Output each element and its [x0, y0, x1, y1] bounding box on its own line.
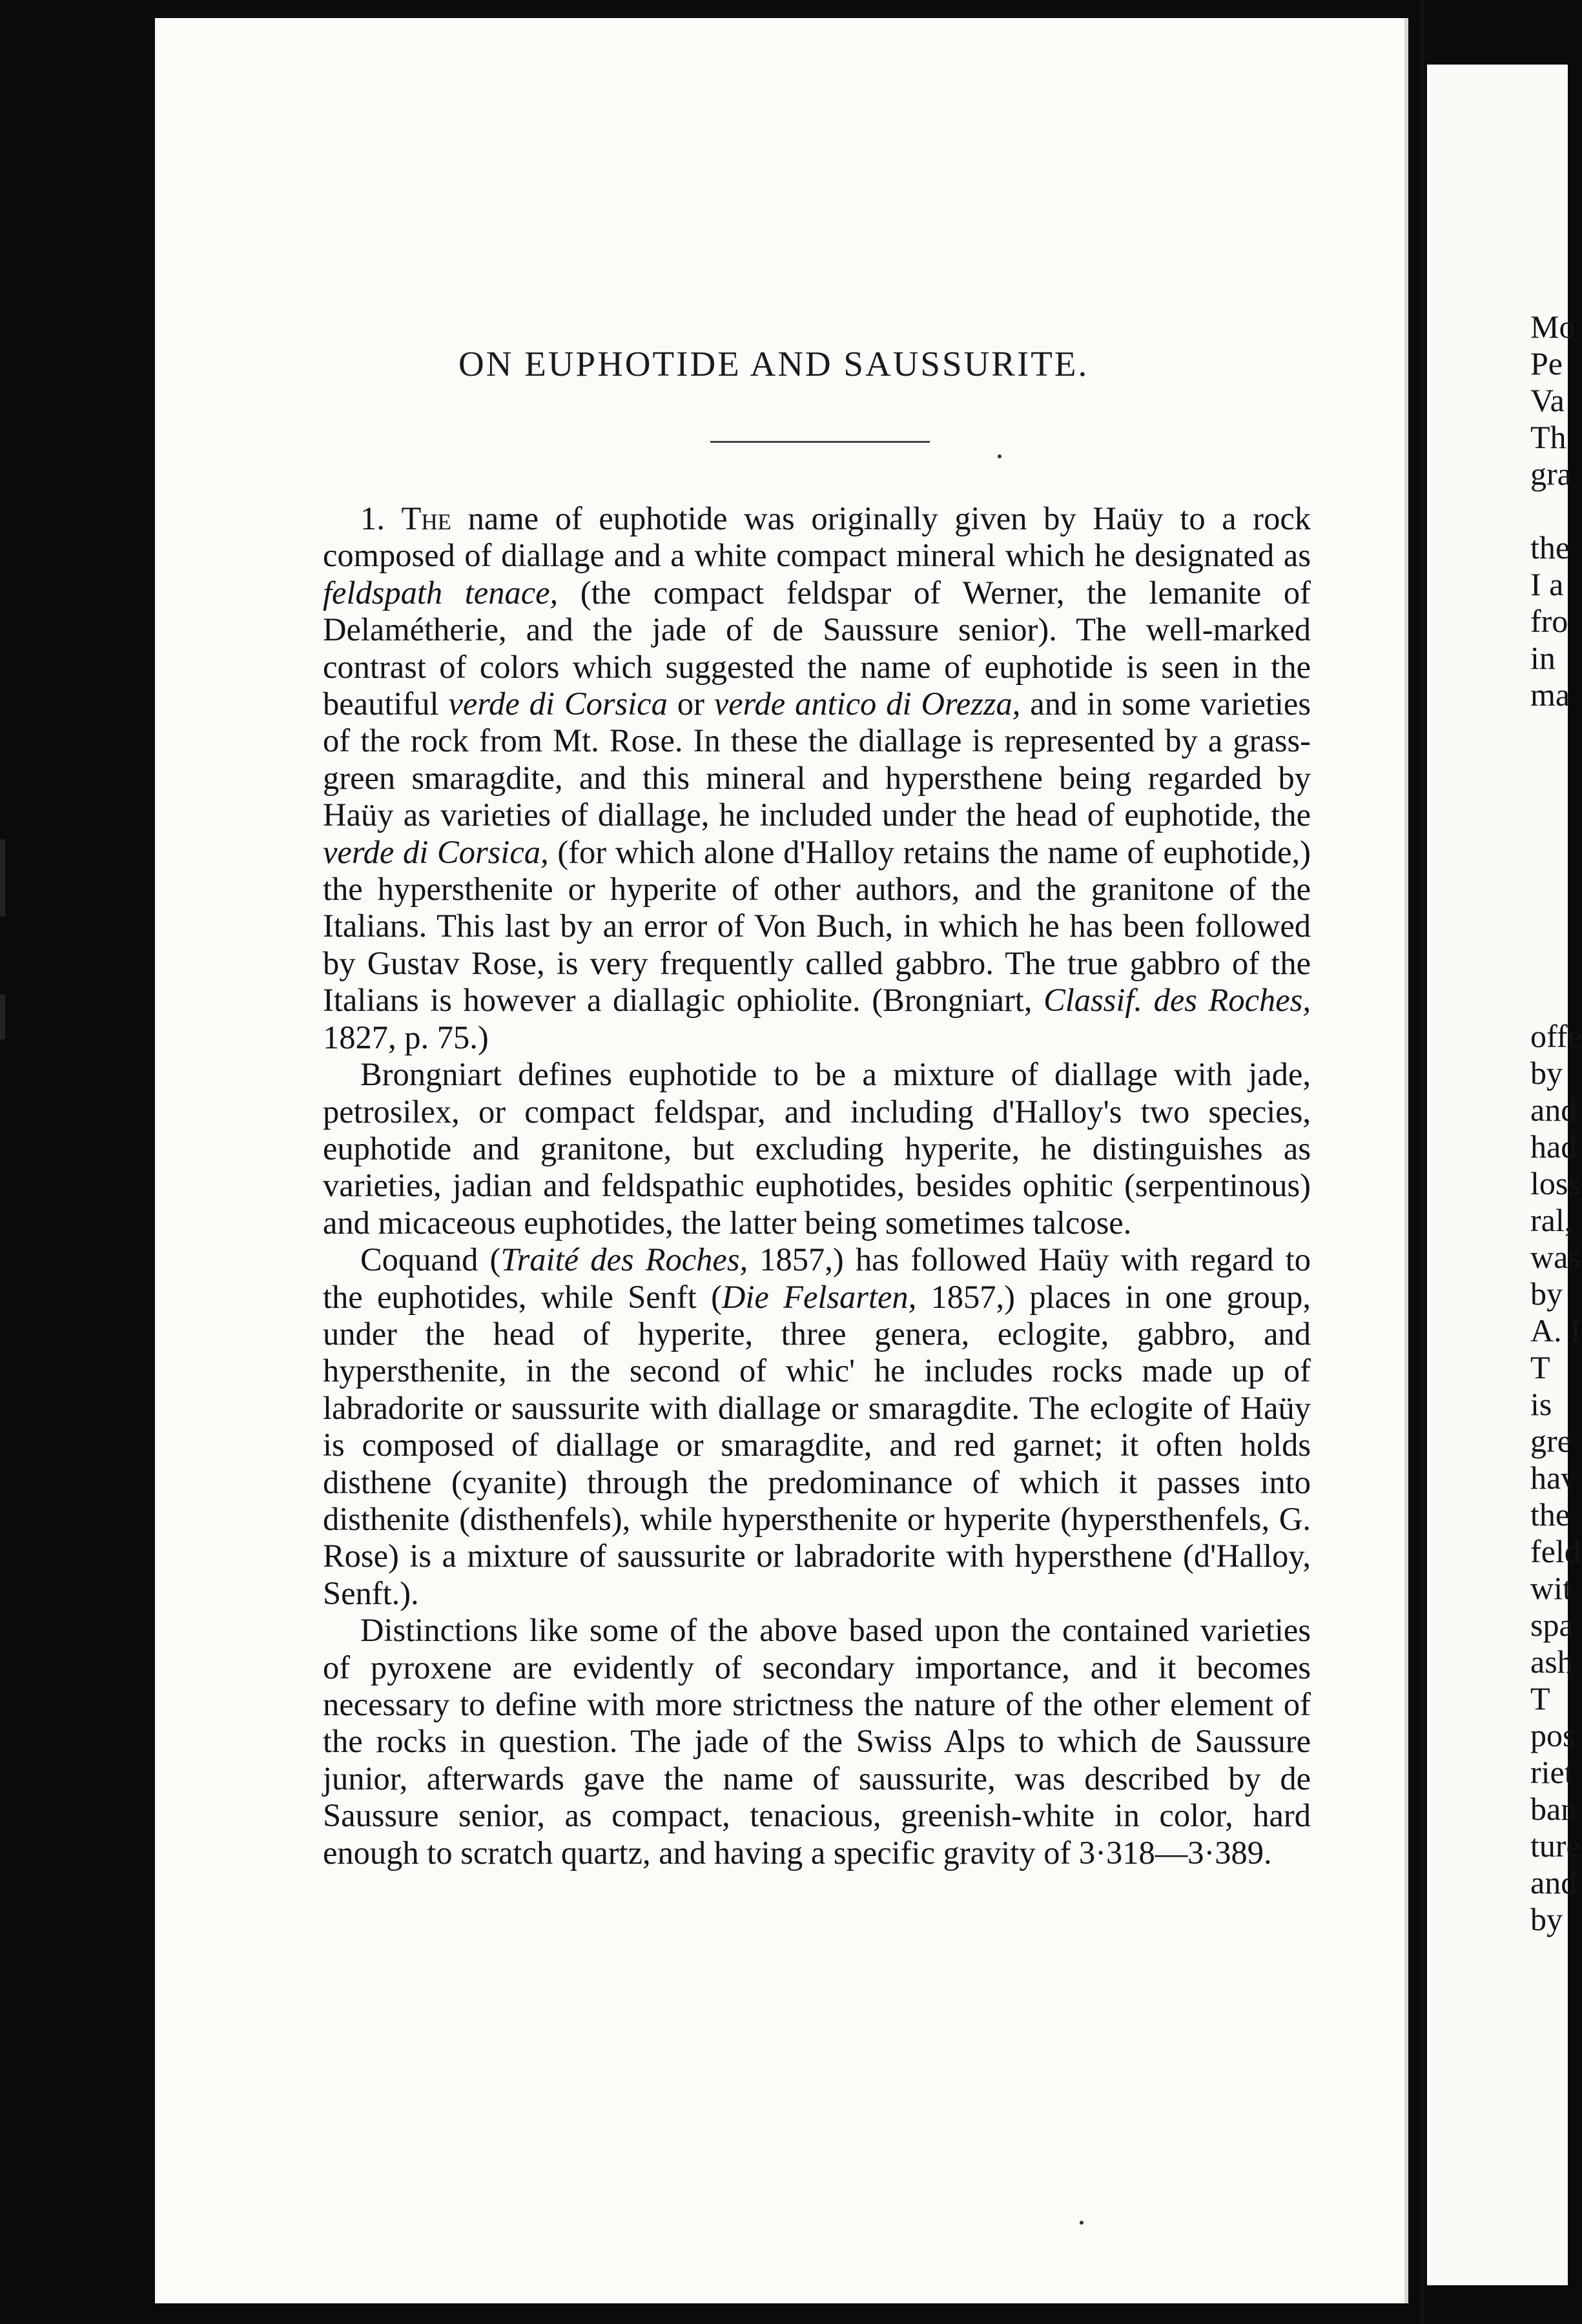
right-page-line: and — [1530, 1092, 1577, 1128]
paragraph-text: 1827, p. 75.) — [323, 1019, 489, 1055]
right-page-line: ash — [1530, 1644, 1574, 1680]
right-page-line: by — [1530, 1055, 1563, 1091]
paragraph-text: The — [401, 500, 452, 536]
right-page-line: ban — [1530, 1791, 1577, 1827]
paragraph — [323, 1612, 1311, 1871]
right-page-line: Pe — [1530, 345, 1563, 382]
paragraph-text: Traité des Roches, — [500, 1241, 748, 1278]
paragraph-text: name of euphotide was originally given by Haüy to a rock composed of diallage and a white compact mineral which he designated as — [323, 500, 1311, 574]
paragraph-text: and in some varieties of the rock from Mt. Rose. In these the diallage is represented by a grass-green smaragdite, and this mineral and hypersthene being regarded by Haüy as varieties of diallage, he included under the head of euphotide, the — [323, 686, 1311, 833]
paragraph-text: feldspath tenace, — [323, 574, 559, 611]
right-page-line: Va — [1530, 382, 1565, 418]
right-page-line: was — [1530, 1239, 1581, 1275]
paragraph — [323, 1056, 1311, 1241]
scan-edge-mark — [0, 839, 5, 917]
paragraph-text: or — [667, 686, 714, 722]
gutter — [1421, 0, 1424, 2324]
paragraph-text: 1857,) places in one group, under the head of hyperite, three genera, eclogite, gabbro, and hypersthenite, in the second of whic' he includes rocks made up of labradorite or saussurite with diallage or smaragdite. The eclogite of Haüy is composed of diallage or smaragdite, and red garnet; it often holds disthene (cyanite) through the predominance of which it passes into disthenite (disthenfels), while hypersthenite or hyperite (hypersthenfels, G. Rose) is a mixture of saussurite or labradorite with hypersthene (d'Halloy, Senft.). — [323, 1278, 1311, 1611]
right-page-line: ral, — [1530, 1202, 1573, 1238]
title-rule — [710, 441, 930, 443]
right-page-line: riet — [1530, 1754, 1574, 1790]
right-page-line: had — [1530, 1128, 1577, 1165]
right-page-line: is — [1530, 1386, 1552, 1422]
right-page-line: hav — [1530, 1460, 1577, 1496]
paragraph-text: Coquand ( — [360, 1241, 501, 1278]
paragraph-text: Die Felsarten, — [721, 1278, 917, 1315]
right-page-line: A. I — [1530, 1312, 1581, 1349]
right-page-line: Mo — [1530, 309, 1576, 345]
right-page-line: loss — [1530, 1165, 1581, 1201]
right-page-line: by — [1530, 1901, 1563, 1937]
right-page-line: Th — [1530, 419, 1567, 455]
paragraph-text: Brongniart defines euphotide to be a mixture of diallage with jade, petrosilex, or compact feldspar, and including d'Halloy's two species, euphotide and granitone, but excluding hyperite, he distinguishes as varieties, jadian and feldspathic euphotides, besides ophitic (serpentinous) and micaceous euphotides, the latter being sometimes talcose. — [323, 1056, 1311, 1241]
right-page-line: offe — [1530, 1018, 1582, 1054]
right-page-line: T — [1530, 1680, 1550, 1717]
paragraph — [323, 1241, 1311, 1612]
right-page-line: ma — [1530, 677, 1570, 713]
paragraph-text: verde di Corsica — [448, 686, 668, 722]
paragraph-text: (for which alone d'Halloy retains the name of euphotide,) the hypersthenite or hyperite of other authors, and the granitone of the Italians. This last by an error of Von Buch, in which he has been followed by Gustav Rose, is very frequently called gabbro. The true gabbro of the Italians is however a diallagic ophiolite. (Brongniart, — [323, 833, 1311, 1019]
right-page-line: ture — [1530, 1828, 1581, 1864]
right-page-line: the — [1530, 529, 1570, 566]
right-page-line: gra — [1530, 456, 1572, 492]
paragraph-text: 1. — [360, 500, 402, 536]
right-page-line: gre — [1530, 1423, 1572, 1459]
paragraph-text: Classif. des Roches, — [1043, 982, 1311, 1019]
right-page-line — [1530, 981, 1582, 1018]
right-page-line: in — [1530, 640, 1556, 676]
paragraph-text: (the compact feldspar of Werner, the lemanite of Delamétherie, and the jade of de Saussure senior). The well-marked contrast of colors which suggested the name of euphotide is seen in the beautiful — [323, 574, 1311, 722]
speck — [1080, 2221, 1084, 2225]
right-page-line: wit — [1530, 1570, 1572, 1606]
right-page-line: the — [1530, 1496, 1570, 1533]
body-text — [323, 500, 1311, 1871]
right-page-line: I a — [1530, 566, 1564, 602]
paragraph-text: verde antico di Orezza, — [714, 686, 1021, 722]
right-page-line: by — [1530, 1276, 1563, 1312]
paragraph — [323, 500, 1311, 1056]
right-page-line: fro — [1530, 603, 1568, 639]
right-page-fragments-bottom — [1530, 981, 1582, 1938]
right-page-line: T — [1530, 1349, 1550, 1385]
right-page-line: pos — [1530, 1717, 1576, 1753]
page-title: ON EUPHOTIDE AND SAUSSURITE. — [458, 344, 1089, 383]
right-page-line: feld — [1530, 1533, 1581, 1569]
right-page-line: and — [1530, 1864, 1577, 1901]
paragraph-text: Distinctions like some of the above based upon the contained varieties of pyroxene are evidently of secondary importance, and it becomes necessary to define with more strictness the nature of the other element of the rocks in question. The jade of the Swiss Alps to which de Saussure junior, afterwards gave the name of saussurite, was described by de Saussure senior, as compact, tenacious, greenish-white in color, hard enough to scratch quartz, and having a specific gravity of 3·318—3·389. — [323, 1612, 1311, 1871]
scan-edge-mark — [0, 994, 5, 1039]
paragraph-text: verde di Corsica, — [323, 833, 549, 870]
speck — [998, 454, 1002, 458]
paragraph-text: 1857,) has followed Haüy with regard to the euphotides, while Senft ( — [323, 1241, 1311, 1315]
right-page-line: spa — [1530, 1607, 1574, 1643]
right-page-line — [1530, 493, 1575, 529]
right-page-fragments-top — [1530, 309, 1575, 713]
